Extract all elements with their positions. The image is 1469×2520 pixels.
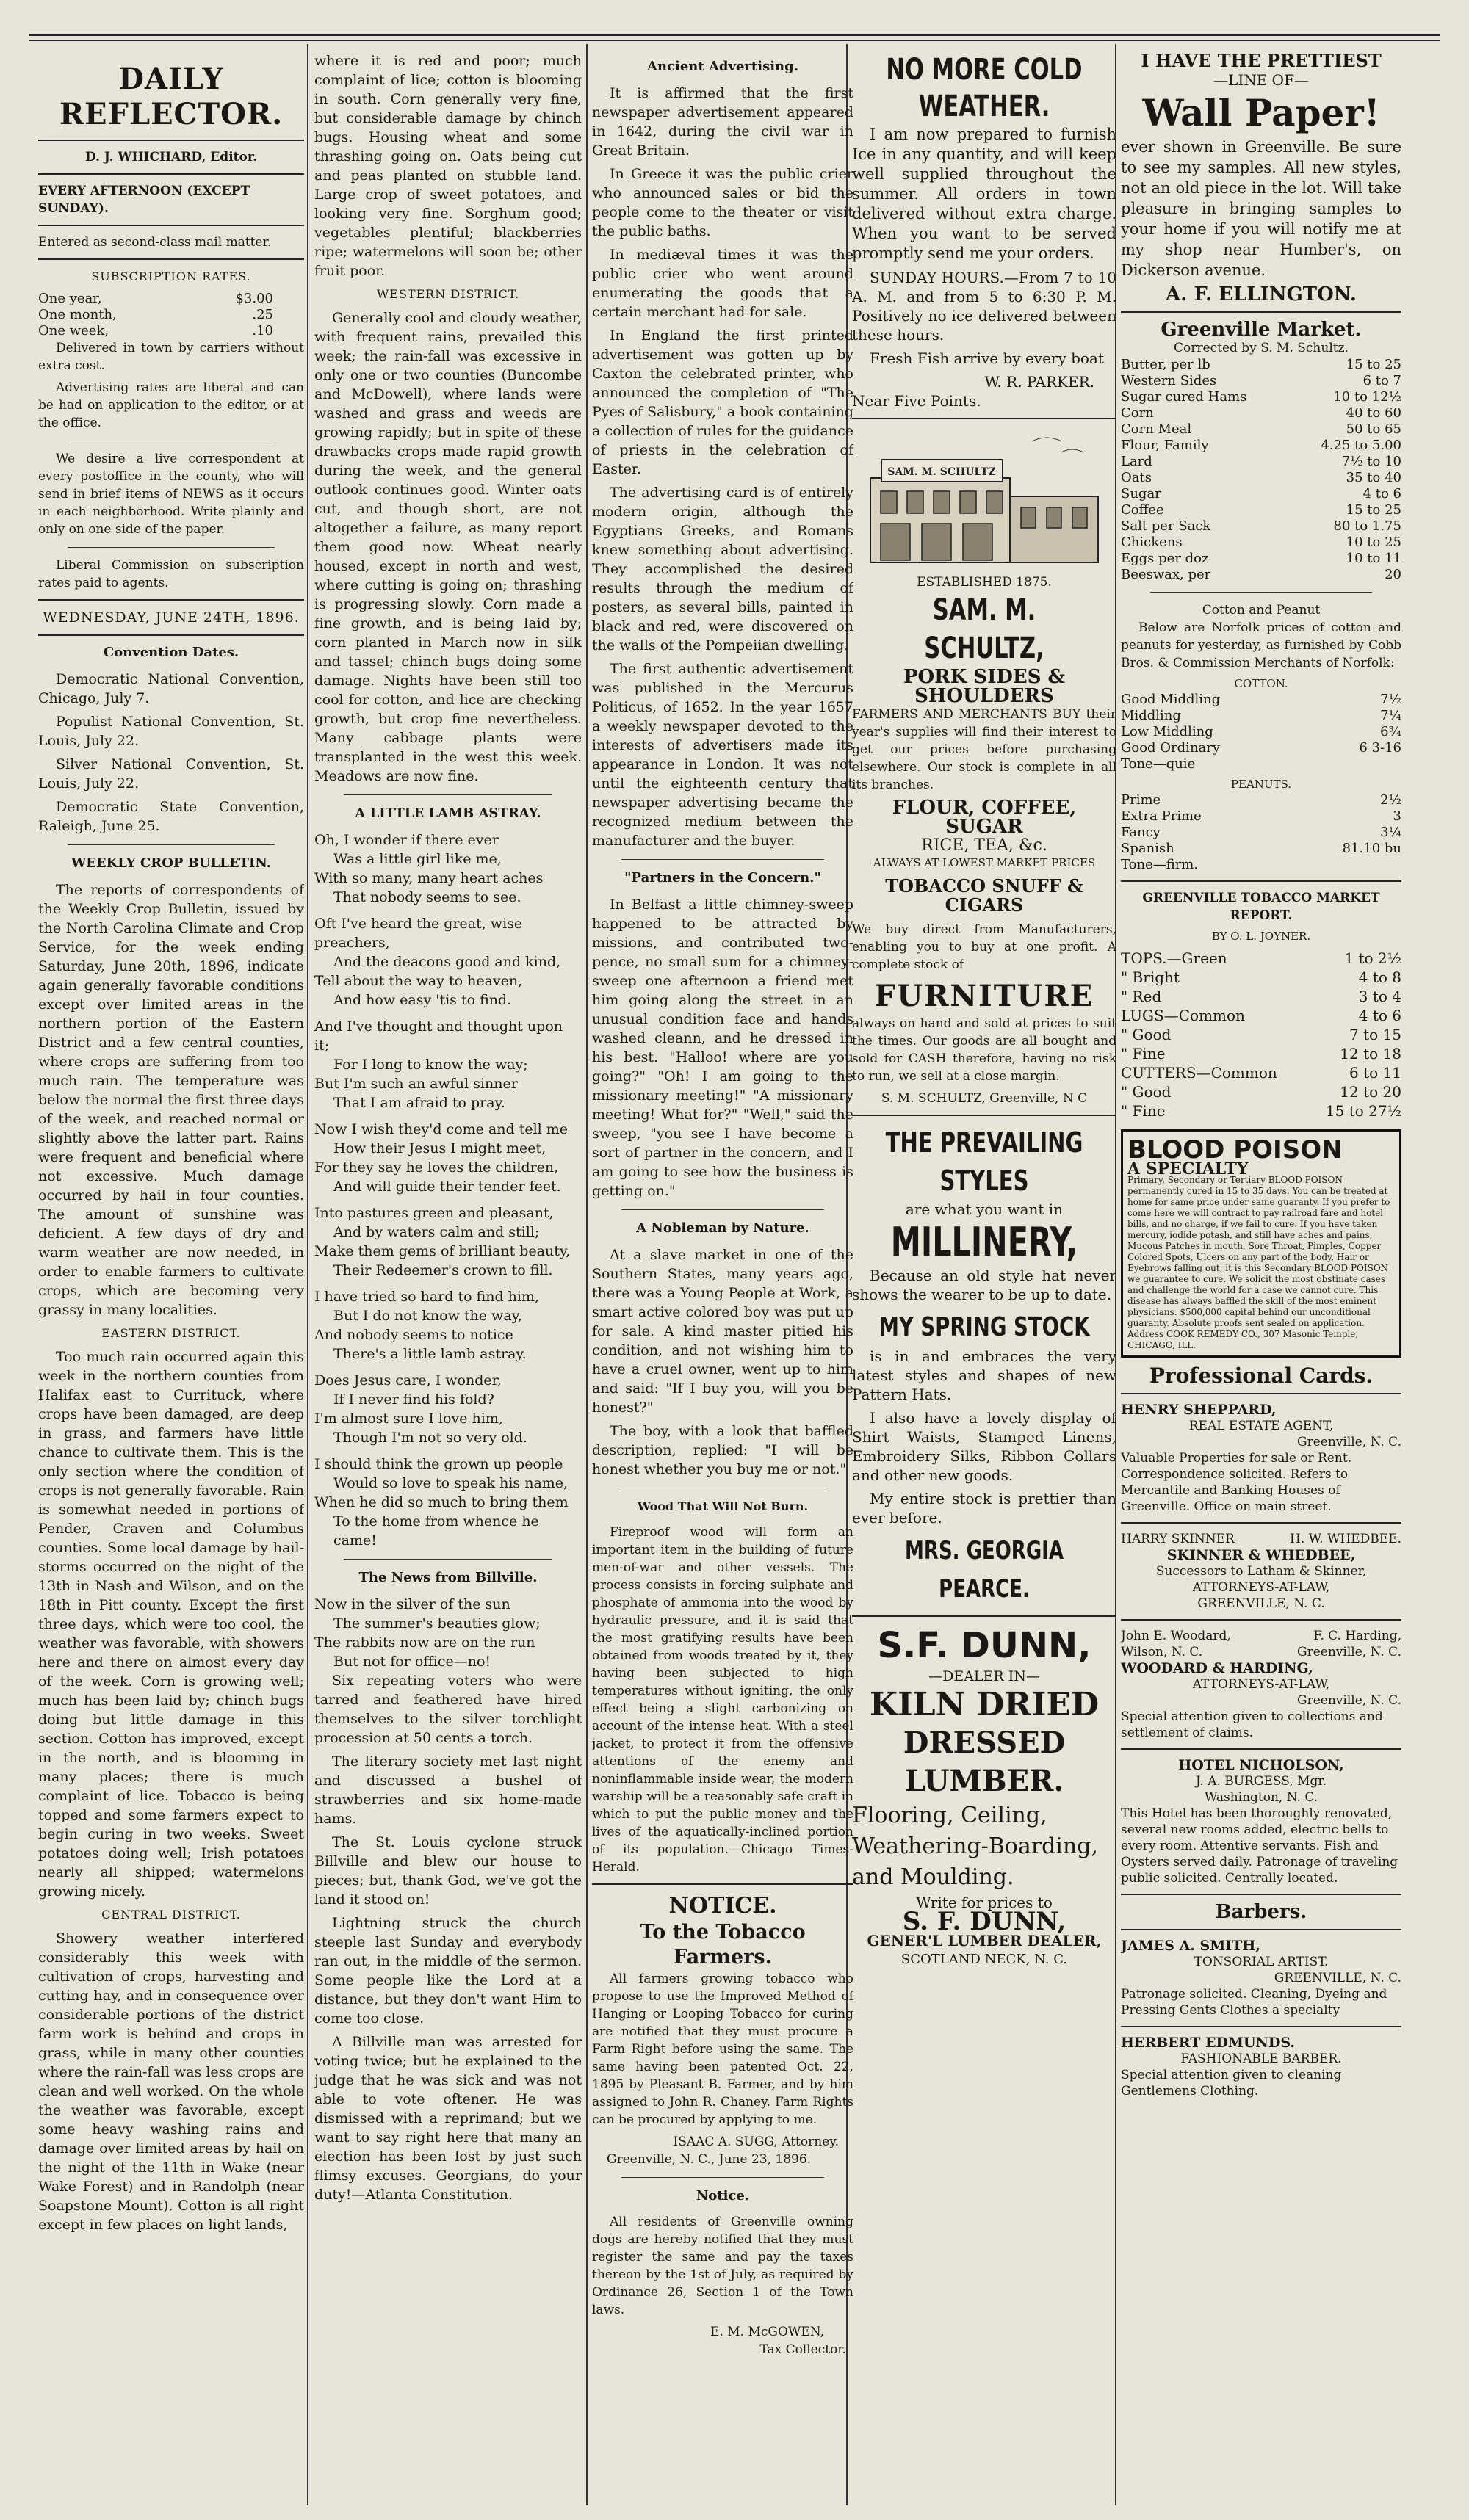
divider — [852, 1615, 1116, 1617]
correspondent-note: We desire a live correspondent at every postoffice in the county, who will send in brief items of NEWS as it occurs in each neighborhood. Write plainly and only on one side of the paper. — [38, 452, 304, 537]
market-row: Salt per Sack 80 to 1.75 — [1121, 518, 1401, 534]
divider — [1121, 1393, 1401, 1394]
market-title: Greenville Market. — [1161, 319, 1362, 341]
rate-row: One year, $3.00 — [38, 291, 273, 306]
market-row: Corn Meal 50 to 65 — [1121, 421, 1401, 437]
poem-line: But I do not know the way, — [333, 1308, 522, 1324]
store-sign: SAM. M. SCHULTZ — [887, 466, 996, 478]
poem-line: And will guide their tender feet. — [333, 1178, 561, 1195]
poem-line: And by waters calm and still; — [333, 1224, 540, 1240]
peanut-table — [1121, 792, 1401, 873]
cotton-row: Middling 7¼ — [1121, 708, 1401, 723]
notice-paragraph: All farmers growing tobacco who propose to use the Improved Method of Hanging or Looping Tobacco for curing are notified that they must procure a Farm Right before using the same. The same having been patented Oct. 22, 1895 by Pleasant B. Farmer, and by him assigned to John R. Chaney. Farm Rights can be procured by applying to me. — [592, 1972, 853, 2127]
column-2 — [314, 51, 582, 2498]
peanut-row: Extra Prime 3 — [1121, 808, 1401, 824]
notice-date: Greenville, N. C., June 23, 1896. — [607, 2152, 812, 2167]
market-row: Oats 35 to 40 — [1121, 470, 1401, 485]
poem-line: To the home from whence he came! — [333, 1513, 539, 1549]
cotton-row: Low Middling 6¾ — [1121, 724, 1401, 739]
top-rule — [29, 34, 1440, 41]
tobacco-market-by: BY O. L. JOYNER. — [1211, 930, 1311, 943]
market-row: Sugar 4 to 6 — [1121, 486, 1401, 502]
dressed-lumber: DRESSED LUMBER. — [903, 1726, 1066, 1798]
nobleman-title: A Nobleman by Nature. — [636, 1220, 809, 1236]
cash-paragraph: always on hand and sold at prices to suit the times. Our goods are all bought and sold for CASH therefore, having no risk to run, we sell at a close margin. — [852, 1016, 1116, 1084]
cotton-paragraph: Below are Norfolk prices of cotton and peanuts for yesterday, as furnished by Cobb Bros. & Commission Merchants of Norfolk: — [1121, 620, 1401, 670]
blood-poison-title: BLOOD POISON — [1127, 1135, 1343, 1165]
market-row: Lard 7½ to 10 — [1121, 454, 1401, 469]
divider — [344, 1559, 552, 1560]
divider — [1121, 880, 1401, 882]
eastern-heading: EASTERN DISTRICT. — [101, 1326, 241, 1340]
market-table — [1121, 357, 1401, 583]
tobacco-row: CUTTERS—Common 6 to 11 — [1121, 1064, 1401, 1082]
poem-line: And I've thought and thought upon it; — [314, 1018, 563, 1054]
divider — [344, 794, 552, 795]
wood-paragraph: Fireproof wood will form an important item in the building of future men-of-war and other vessels. The process consists in forcing sulphate and phosphate of ammonia into the wood by hydraulic pressure, and it is said that the most gratifying results have been obtained from woods treated by it, they having been subjected to high temperatures without igniting, the only effect being a slight carbonizing on account of the intense heat. With a steel jacket, to protect it from the offensive attentions of the enemy and noninflammable inside wear, the modern warship will be a reasonably safe craft in which to put the public money and the lives of the aquatically-inclined portion of its population.—Chicago Times-Herald. — [592, 1525, 853, 1875]
poem-line: How their Jesus I might meet, — [333, 1140, 546, 1156]
professional-cards-title: Professional Cards. — [1149, 1364, 1374, 1388]
divider — [1121, 1619, 1401, 1621]
divider — [1121, 1894, 1401, 1895]
wallpaper-paragraph: ever shown in Greenville. Be sure to see my samples. All new styles, not an old piece in the lot. Will take pleasure in bringing samples to your home if you will notify me at my shop near Humber's, on Dickerson avenue. — [1121, 138, 1401, 279]
tobacco-row: " Good 12 to 20 — [1121, 1083, 1401, 1101]
verse-line: The rabbits now are on the run — [314, 1634, 535, 1651]
rate-row: One week, .10 — [38, 323, 273, 338]
cotton-label: COTTON. — [1234, 677, 1288, 690]
poem-line: Oh, I wonder if there ever — [314, 832, 499, 848]
notice-signature: ISAAC A. SUGG, Attorney. — [673, 2135, 839, 2149]
poem-line: For they say he loves the children, — [314, 1159, 559, 1176]
divider — [1121, 311, 1401, 313]
convention-item: Silver National Convention, St. Louis, July 22. — [38, 756, 304, 792]
styles-title: THE PREVAILING STYLES — [885, 1126, 1083, 1197]
column-4 — [852, 51, 1116, 2498]
market-row: Butter, per lb 15 to 25 — [1121, 357, 1401, 372]
divider — [68, 844, 275, 845]
verse-line: The summer's beauties glow; — [333, 1615, 541, 1632]
peanuts-label: PEANUTS. — [1230, 778, 1292, 791]
sheppard-card: HENRY SHEPPARD, REAL ESTATE AGENT, Greenville, N. C. Valuable Properties for sale or Rent. Correspondence solicited. Refers to Mercantile and Banking Houses of Greenville. Office on main street. — [1121, 1402, 1401, 1514]
poem-line: Does Jesus care, I wonder, — [314, 1372, 502, 1388]
rates-table — [38, 291, 273, 339]
tobacco-row: " Good 7 to 15 — [1121, 1026, 1401, 1043]
poem-line: When he did so much to bring them — [314, 1494, 569, 1510]
convention-item: Populist National Convention, St. Louis, July 22. — [38, 714, 304, 749]
poem-line: Now I wish they'd come and tell me — [314, 1121, 569, 1137]
edmunds-card: HERBERT EDMUNDS. FASHIONABLE BARBER. Special attention given to cleaning Gentlemens Clothing. — [1121, 2035, 1342, 2099]
prettiest-line: I HAVE THE PRETTIEST — [1141, 51, 1382, 71]
crop-bulletin-heading: WEEKLY CROP BULLETIN. — [71, 855, 271, 871]
poem-line: Their Redeemer's crown to fill. — [333, 1262, 553, 1278]
tobacco-row: " Red 3 to 4 — [1121, 988, 1401, 1005]
smith-card: JAMES A. SMITH, TONSORIAL ARTIST. GREENVILLE, N. C. Patronage solicited. Cleaning, Dyeing and Pressing Gents Clothes a specialty — [1121, 1938, 1401, 2018]
ice-ad-title: NO MORE COLD WEATHER. — [886, 53, 1083, 123]
central-paragraph: Showery weather interfered considerably this week with cultivation of crops, harvesting and cutting hay, and in consequence over considerable portions of the district farm work is behind and crops in grass, while in many other counties where the rain-fall was less crops are clean and well worked. On the whole the weather was favorable, except some heavy washing rains and damage over limited areas by hail on the night of the 11th in Wake (near Wake Forest) and in Randolph (near Soapstone Mount). Cotton is all right except in few places on light lands, — [38, 1930, 304, 2233]
poem-line: Was a little girl like me, — [333, 851, 502, 867]
column-3 — [592, 51, 853, 2498]
blood-poison-specialty: A SPECIALTY — [1127, 1159, 1249, 1178]
poem-line: Make them gems of brilliant beauty, — [314, 1243, 571, 1259]
display-paragraph: I also have a lovely display of Shirt Waists, Stamped Linens, Embroidery Silks, Ribbon Collars and other new goods. — [852, 1409, 1116, 1484]
blood-poison-text: Primary, Secondary or Tertiary BLOOD POISON permanently cured in 15 to 35 days. You can be treated at home for same price under same guaranty. If you prefer to come here we will contract to pay railroad fare and hotel bills, and no charge, if we fail to cure. If you have taken mercury, iodide potash, and still have aches and pains, Mucous Patches in mouth, Sore Throat, Pimples, Copper Colored Spots, Ulcers on any part of the body, Hair or Eyebrows falling out, it is this Secondary BLOOD POISON we guarantee to cure. We solicit the most obstinate cases and challenge the world for a case we cannot cure. This disease has always baffled the skill of the most eminent physicians. $500,000 capital behind our unconditional guaranty. Absolute proofs sent sealed on application. Address COOK REMEDY CO., 307 Masonic Temple, CHICAGO, ILL. — [1127, 1175, 1390, 1350]
ancient-paragraph: In mediæval times it was the public crier who went around enumerating the goods that a certain merchant had for sale. — [592, 247, 853, 320]
lowest-prices: ALWAYS AT LOWEST MARKET PRICES — [873, 856, 1096, 869]
poem-line — [314, 1010, 582, 1017]
moulding-line: and Moulding. — [852, 1864, 1014, 1890]
poem-line: I should think the grown up people — [314, 1456, 563, 1472]
flooring-line: Flooring, Ceiling, — [852, 1803, 1047, 1828]
eastern-paragraph: Too much rain occurred again this week in the northern counties from Halifax east to Currituck, where crops have been damaged, are deep in grass, and farmers have little chance to cultivate them. This is the only section where the condition of crops is not generally favorable. Rain is somewhat needed in portions of Pender, Craven and Columbus counties. Some local damage by hail-storms occurred on the night of the 13th in Nash and Wilson, and on the 18th in Pitt county. Except the first three days, which were too cool, the weather was favorable, with showers here and there on almost every day of the week. Corn is growing well; much has been laid by; chinch bugs doing but little damage in this section. Cotton has improved, except in the north, and is blooming in many places; there is much complaint of lice. Tobacco is being topped and some farmers expect to begin curing in two weeks. Sweet potatoes doing well; Irish potatoes nearly all shipped; watermelons growing nicely. — [38, 1349, 304, 1900]
divider — [621, 859, 824, 860]
peanut-row: Tone—firm. — [1121, 857, 1199, 872]
notice-title: NOTICE. — [668, 1893, 777, 1919]
wallpaper-title: Wall Paper! — [1142, 91, 1380, 134]
western-paragraph: Generally cool and cloudy weather, with frequent rains, prevailed this week; the rain-fall was excessive in only one or two counties (Buncombe and McDowell), where lands were washed and grass and weeds are growing rapidly; but in spite of these drawbacks crops made rapid growth during the week, and the general outlook continues good. Winter oats cut, and though short, are not altogether a failure, as many report them good now. Wheat nearly housed, except in north and west, where cutting is going on; thrashing is progressing slowly. Corn made a fine growth, and is being laid by; corn planted in March now in silk and tassel; chinch bugs doing some damage. Nights have been still too cool for cotton, and lice are checking growth, but crop fine nevertheless. Many cabbage plants were transplanted in the west this week. Meadows are now fine. — [314, 310, 582, 784]
divider — [38, 225, 304, 226]
verse-line: But not for office—no! — [333, 1654, 491, 1670]
peanut-row: Fancy 3¼ — [1121, 825, 1401, 840]
market-corrected: Corrected by S. M. Schultz. — [1174, 341, 1349, 355]
millinery-title: MILLINERY, — [890, 1219, 1078, 1265]
issue-date: WEDNESDAY, JUNE 24TH, 1896. — [43, 609, 300, 626]
divider — [38, 173, 304, 175]
divider — [852, 1115, 1116, 1116]
poem-line: That I am afraid to pray. — [333, 1095, 505, 1111]
market-row: Coffee 15 to 25 — [1121, 502, 1401, 518]
divider — [68, 547, 275, 548]
billville-paragraph: Six repeating voters who were tarred and feathered have hired themselves to the silver torchlight procession at 50 cents a torch. — [314, 1673, 582, 1746]
scotland-neck: SCOTLAND NECK, N. C. — [900, 1952, 1068, 1967]
poem-line — [314, 1447, 582, 1455]
partners-title: "Partners in the Concern." — [624, 870, 821, 886]
editor-line: D. J. WHICHARD, Editor. — [84, 150, 258, 164]
column-1 — [38, 51, 304, 2498]
market-row: Chickens 10 to 25 — [1121, 535, 1401, 550]
poem-title: A LITTLE LAMB ASTRAY. — [355, 805, 541, 821]
spring-stock-title: MY SPRING STOCK — [878, 1312, 1090, 1342]
notice2-role: Tax Collector. — [759, 2342, 846, 2357]
divider — [621, 2177, 824, 2178]
pork-line: PORK SIDES & SHOULDERS — [903, 666, 1066, 707]
partners-paragraph: In Belfast a little chimney-sweep happened to be attracted by missions, and contributed two-pence, no small sum for a chimney-sweep one afternoon a friend met him going along the street in an unusual condition face and hands washed cleann, and he dressed in his best. "Halloo! where are you going?" "Oh! I am going to the missionary meeting!" "A missionary meeting! What for?" "Well," said the sweep, "you see I have become a sort of partner in the concern, and I am going to see how the business is getting on." — [592, 897, 853, 1199]
storefront-illustration — [863, 427, 1105, 566]
cotton-row: Good Middling 7½ — [1121, 692, 1401, 707]
tobacco-market-table — [1121, 949, 1401, 1120]
nobleman-paragraph: At a slave market in one of the Southern States, many years ago, there was a Young People at Work, a smart active colored boy was put up for sale. A kind master pitied his condition, and not wishing him to have a cruel owner, went up to him and said: "If I buy you, will you be honest?" — [592, 1247, 853, 1416]
spring-paragraph: is in and embraces the very latest styles and shapes of new Pattern Hats. — [852, 1347, 1116, 1403]
wood-title: Wood That Will Not Burn. — [637, 1499, 809, 1513]
tobacco-row: " Fine 15 to 27½ — [1121, 1102, 1401, 1120]
market-row: Western Sides 6 to 7 — [1121, 373, 1401, 388]
crop-continued: where it is red and poor; much complaint of lice; cotton is blooming in south. Corn generally very fine, but considerable damage by chinch bugs. Housing wheat and some thrashing going on. Oats being cut and peas planted on stubble land. Large crop of sweet potatoes, and looking very fine. Sorghum good; vegetables plentiful; blackberries ripe; watermelons will soon be; other fruit poor. — [314, 53, 582, 279]
ancient-paragraph: In England the first printed advertisement was gotten up by Caxton the celebrated printer, who announced the completion of "The Pyes of Salisbury," a book containing a collection of rules for the guidance of priests in the celebration of Easter. — [592, 327, 853, 477]
entered-line: Entered as second-class mail matter. — [38, 235, 272, 250]
poem-line: Into pastures green and pleasant, — [314, 1205, 554, 1221]
billville-title: The News from Billville. — [358, 1570, 538, 1585]
poem-line: And nobody seems to notice — [314, 1327, 513, 1343]
established-line: ESTABLISHED 1875. — [917, 575, 1052, 590]
kiln-dried: KILN DRIED — [869, 1686, 1100, 1723]
divider — [38, 258, 304, 260]
poem-line: I have tried so hard to find him, — [314, 1289, 540, 1305]
divider — [38, 634, 304, 636]
subscription-heading: SUBSCRIPTION RATES. — [91, 269, 251, 283]
dunn-title: S.F. DUNN, — [877, 1625, 1091, 1666]
convention-item: Democratic National Convention, Chicago, July 7. — [38, 671, 304, 706]
masthead: DAILY REFLECTOR. — [59, 62, 284, 131]
poem-line — [314, 1196, 582, 1203]
furniture-line: FURNITURE — [874, 979, 1094, 1013]
tobacco-row: " Fine 12 to 18 — [1121, 1045, 1401, 1062]
convention-item: Democratic State Convention, Raleigh, June 25. — [38, 799, 304, 834]
entire-stock: My entire stock is prettier than ever before. — [852, 1490, 1116, 1527]
commission-note: Liberal Commission on subscription rates paid to agents. — [38, 558, 304, 590]
ancient-paragraph: It is affirmed that the first newspaper advertisement appeared in 1642, during the civil war in Great Britain. — [592, 85, 853, 159]
poem-line: Would so love to speak his name, — [333, 1475, 569, 1491]
poem-line: But I'm such an awful sinner — [314, 1076, 518, 1092]
delivered-note: Delivered in town by carriers without extra cost. — [38, 341, 304, 373]
farmers-paragraph: FARMERS AND MERCHANTS BUY their year's supplies will find their interest to get our prices before purchasing elsewhere. Our stock is complete in all its branches. — [852, 707, 1116, 792]
flour-line: FLOUR, COFFEE, SUGAR — [892, 797, 1077, 838]
divider — [1121, 2026, 1401, 2027]
ice-ad-hours: SUNDAY HOURS.—From 7 to 10 A. M. and from 5 to 6:30 P. M. Positively no ice delivered between these hours. — [852, 269, 1116, 344]
cotton-title: Cotton and Peanut — [1202, 603, 1321, 618]
divider — [1121, 1522, 1401, 1524]
billville-paragraph: Lightning struck the church steeple last Sunday and everybody ran out, in the middle of the sermon. Some people like the Lord at a distance, but they don't want Him to come too close. — [314, 1915, 582, 2027]
barbers-title: Barbers. — [1215, 1901, 1307, 1923]
schedule-line: EVERY AFTERNOON (EXCEPT SUNDAY). — [38, 184, 250, 216]
western-heading: WESTERN DISTRICT. — [376, 287, 520, 301]
write-line: Write for prices to — [916, 1894, 1053, 1911]
divider — [852, 418, 1116, 419]
poem-line: I'm almost sure I love him, — [314, 1411, 503, 1427]
ancient-paragraph: The first authentic advertisement was published in the Mercurus Politicus, of 1652. In the year 1657 a weekly newspaper devoted to the interests of advertisers made its appearance in London. It was not until the eighteenth century that newspaper advertising became the recognized medium between the manufacturer and the buyer. — [592, 661, 853, 849]
direct-paragraph: We buy direct from Manufacturers, enabling you to buy at one profit. A complete stock of — [852, 922, 1116, 972]
crop-paragraph: The reports of correspondents of the Weekly Crop Bulletin, issued by the North Carolina Climate and Crop Service, for the week ending Saturday, June 20th, 1896, indicate again generally favorable conditions except over limited areas in the northern portion of the Eastern District and a few central counties, where crops are suffering from too much rain. The temperature was below the normal the first three days of the week, and reached normal or slightly above the latter part. Rains were frequent and beneficial where not excessive. Much damage occurred by hail in four counties. The amount of sunshine was deficient. A few days of dry and warm weather are now needed, in order to enable farmers to cultivate crops, which are becoming very grassy in many localities. — [38, 882, 304, 1318]
poem-line: And the deacons good and kind, — [333, 954, 561, 970]
divider — [621, 1209, 824, 1210]
poem-line: There's a little lamb astray. — [333, 1346, 527, 1362]
tobacco-market-title: GREENVILLE TOBACCO MARKET REPORT. — [1142, 891, 1380, 923]
ancient-paragraph: In Greece it was the public crier who announced sales or bid the people come to the theater or visit the public baths. — [592, 166, 853, 239]
weathering-line: Weathering-Boarding, — [852, 1833, 1098, 1859]
divider — [1150, 592, 1372, 593]
advertising-note: Advertising rates are liberal and can be had on application to the editor, or at the office. — [38, 380, 304, 430]
ice-ad-signature: W. R. PARKER. — [984, 373, 1094, 391]
ancient-paragraph: The advertising card is of entirely modern origin, although the Egyptians Greeks, and Romans knew something about advertising. They accomplished the desired results through the medium of posters, as several bills, painted in black and red, were discovered on the walls of the Pompeiian dwelling. — [592, 485, 853, 653]
market-row: Beeswax, per 20 — [1121, 567, 1401, 582]
poem-line — [314, 1364, 582, 1371]
billville-paragraph: The literary society met last night and discussed a bushel of strawberries and six home-made hams. — [314, 1753, 582, 1827]
ice-ad-fish: Fresh Fish arrive by every boat — [870, 350, 1104, 367]
verse-line: Now in the silver of the sun — [314, 1596, 510, 1612]
poem-line: With so many, many heart aches — [314, 870, 544, 886]
poem-line: That nobody seems to see. — [333, 889, 521, 905]
notice2-paragraph: All residents of Greenville owning dogs are hereby notified that they must register the same and pay the taxes thereon by the 1st of July, as required by Ordinance 26, Section 1 of the Town laws. — [592, 2215, 853, 2317]
divider — [38, 599, 304, 601]
schultz-name: SAM. M. SCHULTZ, — [924, 593, 1044, 665]
pearce-signature: MRS. GEORGIA PEARCE. — [905, 1536, 1064, 1604]
market-row: Flour, Family 4.25 to 5.00 — [1121, 438, 1401, 453]
tobacco-row: LUGS—Common 4 to 6 — [1121, 1007, 1401, 1024]
billville-verse — [314, 1595, 582, 1671]
tobacco-line: TOBACCO SNUFF & CIGARS — [885, 875, 1083, 916]
billville-paragraph: The St. Louis cyclone struck Billville and blew our house to pieces; but, thank God, we've got the land it stood on! — [314, 1834, 582, 1908]
line-of: —LINE OF— — [1213, 71, 1309, 89]
tobacco-row: " Bright 4 to 8 — [1121, 968, 1401, 986]
woodard-card: John E. Woodard, F. C. Harding, Wilson, N. C. Greenville, N. C. WOODARD & HARDING, ATTORNEYS-AT-LAW, Greenville, N. C. Special attention given to collections and settlement of claims. — [1121, 1629, 1401, 1740]
ellington-signature: A. F. ELLINGTON. — [1166, 283, 1357, 305]
poem-line: Though I'm not so very old. — [333, 1430, 527, 1446]
poem-line — [314, 1112, 582, 1120]
market-row: Eggs per doz 10 to 11 — [1121, 551, 1401, 566]
skinner-card: HARRY SKINNER H. W. WHEDBEE. SKINNER & WHEDBEE, Successors to Latham & Skinner, ATTORNEYS-AT-LAW, GREENVILLE, N. C. — [1121, 1532, 1401, 1611]
poem-line: Oft I've heard the great, wise preachers, — [314, 916, 523, 951]
rice-line: RICE, TEA, &c. — [921, 836, 1047, 855]
poem-line: And how easy 'tis to find. — [333, 992, 512, 1008]
market-row: Sugar cured Hams 10 to 12½ — [1121, 389, 1401, 405]
poem-verse — [314, 830, 582, 1550]
rate-row: One month, .25 — [38, 307, 273, 322]
peanut-row: Spanish 81.10 bu — [1121, 841, 1401, 856]
styles-sub: are what you want in — [905, 1201, 1064, 1218]
market-row: Corn 40 to 60 — [1121, 405, 1401, 421]
cotton-row: Tone—quie — [1121, 756, 1196, 772]
ice-ad-location: Near Five Points. — [852, 392, 981, 410]
tobacco-row: TOPS.—Green 1 to 2½ — [1121, 949, 1401, 967]
schultz-signature: S. M. SCHULTZ, Greenville, N C — [881, 1091, 1088, 1106]
cotton-row: Good Ordinary 6 3-16 — [1121, 740, 1401, 756]
poem-line: Tell about the way to heaven, — [314, 973, 523, 989]
billville-paragraph: A Billville man was arrested for voting twice; but he explained to the judge that he was sick and was not able to vote oftener. He was dismissed with a reprimand; but we want to say right here that many an election has been lost by just such flimsy excuses. Georgians, do your duty!—Atlanta Constitution. — [314, 2034, 582, 2203]
convention-heading: Convention Dates. — [103, 645, 239, 660]
divider — [1121, 1748, 1401, 1750]
dealer-in: —DEALER IN— — [928, 1668, 1040, 1684]
divider — [592, 1883, 853, 1885]
central-heading: CENTRAL DISTRICT. — [101, 1908, 241, 1922]
poem-line — [314, 907, 582, 914]
notice2-title: Notice. — [696, 2188, 750, 2204]
column-rule — [586, 44, 588, 2505]
dunn-signature: S. F. DUNN, — [902, 1907, 1066, 1936]
column-5 — [1121, 51, 1401, 2498]
notice2-signature: E. M. McGOWEN, — [710, 2325, 824, 2339]
blood-poison-ad — [1121, 1129, 1401, 1358]
divider — [1121, 1929, 1401, 1930]
lumber-dealer: GENER'L LUMBER DEALER, — [867, 1932, 1102, 1949]
peanut-row: Prime 2½ — [1121, 792, 1401, 808]
divider — [38, 140, 304, 141]
notice-subtitle: To the Tobacco Farmers. — [640, 1921, 806, 1969]
cotton-table — [1121, 692, 1401, 772]
poem-line — [314, 1280, 582, 1287]
hotel-card: HOTEL NICHOLSON, J. A. BURGESS, Mgr. Washington, N. C. This Hotel has been thoroughly renovated, several new rooms added, electric bells to every room. Attentive servants. Fish and Oysters served daily. Patronage of traveling public solicited. Centrally located. — [1121, 1757, 1398, 1886]
poem-line: For I long to know the way; — [333, 1057, 528, 1073]
poem-line: If I never find his fold? — [333, 1391, 494, 1408]
style-paragraph: Because an old style hat never shows the wearer to be up to date. — [852, 1267, 1116, 1303]
ice-ad-paragraph: I am now prepared to furnish Ice in any quantity, and will keep well supplied throughout the summer. All orders in town delivered without extra charge. When you want to be served promptly send me your orders. — [852, 126, 1116, 262]
ancient-title: Ancient Advertising. — [647, 59, 798, 74]
nobleman-paragraph: The boy, with a look that baffled description, replied: "I will be honest whether you buy me or not." — [592, 1423, 853, 1477]
column-rule — [307, 44, 308, 2505]
